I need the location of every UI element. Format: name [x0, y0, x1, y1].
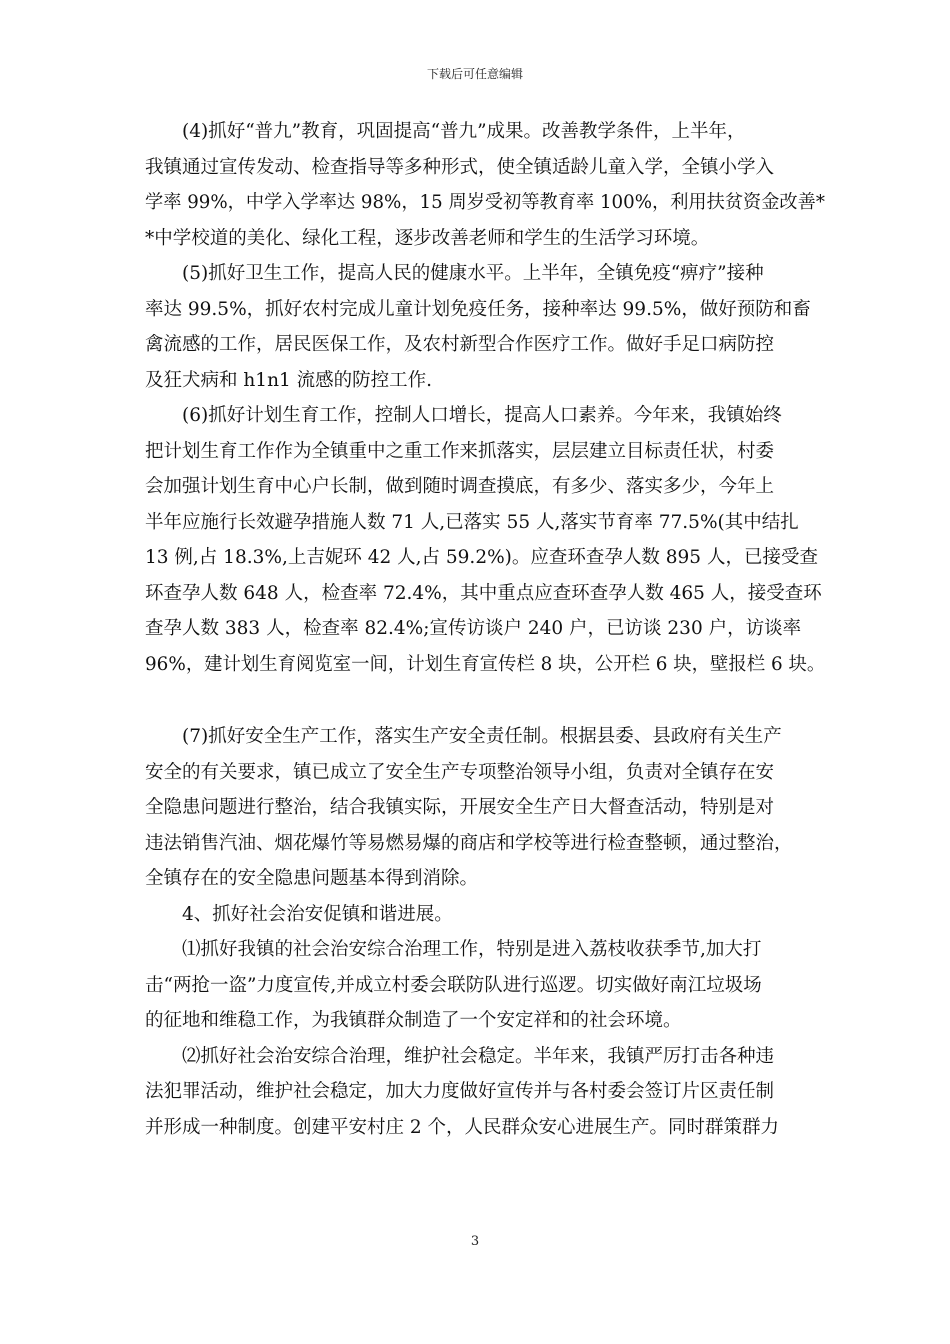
paragraph-p7: [145, 719, 825, 897]
text-line: 率达 99.5%，抓好农村完成儿童计划免疫任务，接种率达 99.5%，做好预防和畜: [145, 298, 811, 320]
text-line: (7)抓好安全生产工作，落实生产安全责任制。根据县委、县政府有关生产: [145, 726, 782, 747]
paragraph-p4: [145, 114, 825, 256]
text-line: 击“两抢一盗”力度宣传,并成立村委会联防队进行巡逻。切实做好南江垃圾场: [145, 974, 762, 996]
paragraph-p6: [145, 398, 825, 682]
text-line: (4)抓好“普九”教育，巩固提高“普九”成果。改善教学条件，上半年，: [145, 121, 746, 142]
text-line: 全镇存在的安全隐患问题基本得到消除。: [145, 868, 479, 889]
text-line: *中学校道的美化、绿化工程，逐步改善老师和学生的生活学习环境。: [145, 227, 710, 249]
text-line: 会加强计划生育中心户长制，做到随时调查摸底，有多少、落实多少，今年上: [145, 476, 775, 497]
text-line: 把计划生育工作作为全镇重中之重工作来抓落实，层层建立目标责任状，村委: [145, 440, 775, 462]
text-line: 法犯罪活动，维护社会稳定，加大力度做好宣传并与各村委会签订片区责任制: [145, 1081, 775, 1102]
text-line: ⑴抓好我镇的社会治安综合治理工作，特别是进入荔枝收获季节,加大打: [145, 939, 762, 960]
text-line: (6)抓好计划生育工作，控制人口增长，提高人口素养。今年来，我镇始终: [145, 405, 782, 426]
text-line: 违法销售汽油、烟花爆竹等易燃易爆的商店和学校等进行检查整顿，通过整治，: [145, 832, 793, 854]
paragraph-p5: [145, 256, 825, 398]
page-header: 下载后可任意编辑: [426, 67, 523, 81]
text-line: 半年应施行长效避孕措施人数 71 人,已落实 55 人,落实节育率 77.5%(其中结扎: [145, 511, 799, 533]
text-line: 及狂犬病和 h1n1 流感的防控工作.: [145, 369, 433, 391]
section-heading-4: [145, 897, 825, 933]
text-line: 禽流感的工作，居民医保工作，及农村新型合作医疗工作。做好手足口病防控: [145, 334, 775, 355]
text-line: (5)抓好卫生工作，提高人民的健康水平。上半年，全镇免疫“痹疗”接种: [145, 263, 764, 284]
text-line: 96%，建计划生育阅览室一间，计划生育宣传栏 8 块，公开栏 6 块，壁报栏 6 块。: [145, 653, 826, 675]
text-line: 的征地和维稳工作，为我镇群众制造了一个安定祥和的社会环境。: [145, 1010, 682, 1031]
page-number: 3: [470, 1234, 480, 1249]
text-line: 13 例,占 18.3%,上吉妮环 42 人,占 59.2%)。应查环查孕人数 895 人，已接受查: [145, 547, 818, 568]
text-line: 并形成一种制度。创建平安村庄 2 个，人民群众安心进展生产。同时群策群力: [145, 1116, 780, 1138]
text-line: 安全的有关要求，镇已成立了安全生产专项整治领导小组，负责对全镇存在安: [145, 761, 775, 783]
text-line: ⑵抓好社会治安综合治理，维护社会稳定。半年来，我镇严厉打击各种违: [145, 1045, 775, 1067]
text-line: 查孕人数 383 人，检查率 82.4%;宣传访谈户 240 户，已访谈 230 户，访谈率: [145, 618, 802, 639]
text-line: 学率 99%，中学入学率达 98%，15 周岁受初等教育率 100%，利用扶贫资金改善*: [145, 192, 825, 213]
paragraph-4-2: [145, 1039, 825, 1146]
document-body: [145, 114, 825, 1145]
text-line: 我镇通过宣传发动、检查指导等多种形式，使全镇适龄儿童入学，全镇小学入: [145, 156, 775, 178]
text-line: 环查孕人数 648 人，检查率 72.4%，其中重点应查环查孕人数 465 人，接受查环: [145, 582, 822, 604]
text-line: 4、抓好社会治安促镇和谐进展。: [145, 903, 453, 925]
paragraph-4-1: [145, 932, 825, 1039]
text-line: 全隐患问题进行整治，结合我镇实际，开展安全生产日大督查活动，特别是对: [145, 797, 775, 818]
